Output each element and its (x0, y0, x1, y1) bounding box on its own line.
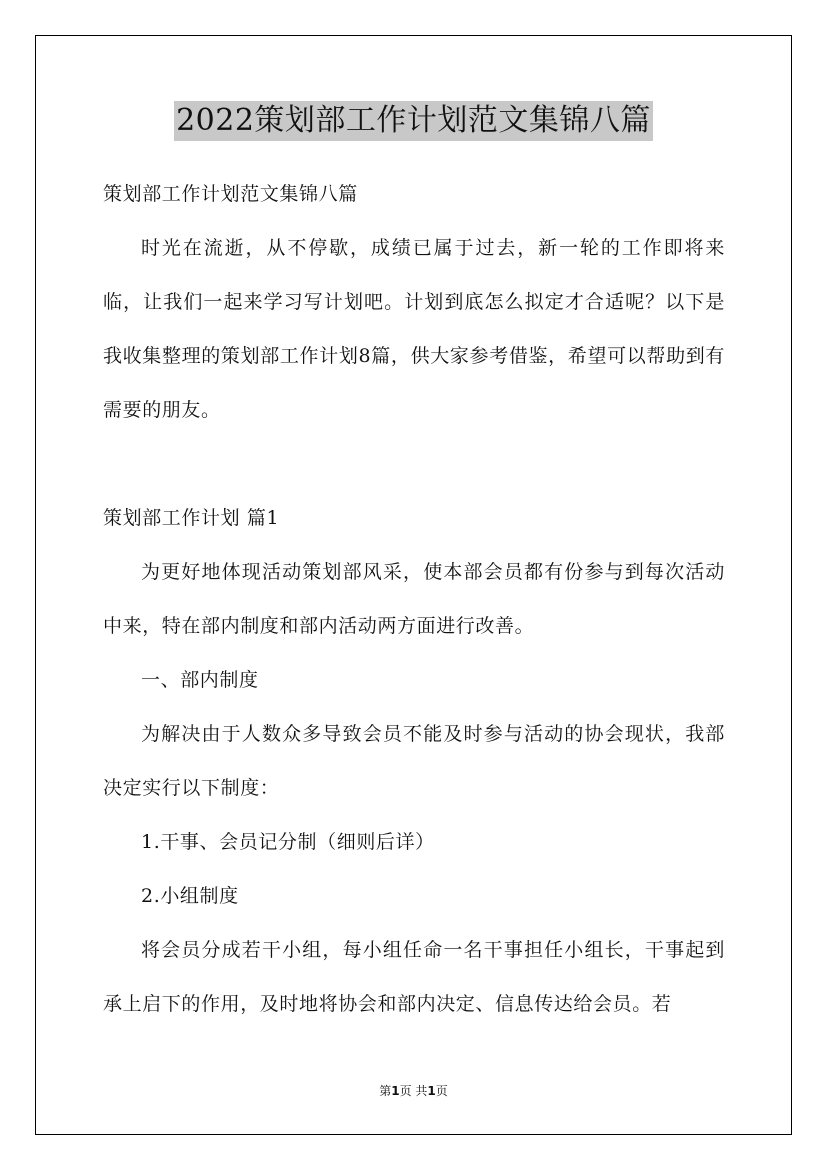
body-paragraph-1: 为更好地体现活动策划部风采，使本部会员都有份参与到每次活动中来，特在部内制度和部内活动两方面进行改善。 (103, 561, 725, 637)
list-item-1: 1.干事、会员记分制（细则后详） (141, 831, 435, 853)
sub-heading-1: 一、部内制度 (141, 669, 259, 691)
footer-page-current: 1 (391, 1084, 400, 1098)
document-subtitle: 策划部工作计划范文集锦八篇 (103, 183, 358, 205)
intro-paragraph: 时光在流逝，从不停歇，成绩已属于过去，新一轮的工作即将来临，让我们一起来学习写计划吧。计划到底怎么拟定才合适呢？以下是我收集整理的策划部工作计划8篇，供大家参考借鉴，希望可以帮助到有需要的朋友。 (103, 237, 725, 421)
footer-mid: 页 共 (399, 1084, 428, 1098)
section-heading: 策划部工作计划 篇1 (103, 507, 280, 529)
title-container (0, 101, 827, 141)
paragraph-gap (103, 437, 725, 491)
footer-page-total: 1 (427, 1084, 436, 1098)
document-title: 2022策划部工作计划范文集锦八篇 (174, 101, 653, 141)
page-footer (0, 1082, 827, 1100)
document-body (103, 167, 725, 1031)
footer-suffix: 页 (435, 1084, 448, 1098)
footer-prefix: 第 (379, 1084, 392, 1098)
body-paragraph-2: 为解决由于人数众多导致会员不能及时参与活动的协会现状，我部决定实行以下制度： (103, 723, 725, 799)
body-paragraph-3: 将会员分成若干小组，每小组任命一名干事担任小组长，干事起到承上启下的作用，及时地将协会和部内决定、信息传达给会员。若 (103, 939, 725, 1015)
list-item-2: 2.小组制度 (141, 885, 239, 907)
